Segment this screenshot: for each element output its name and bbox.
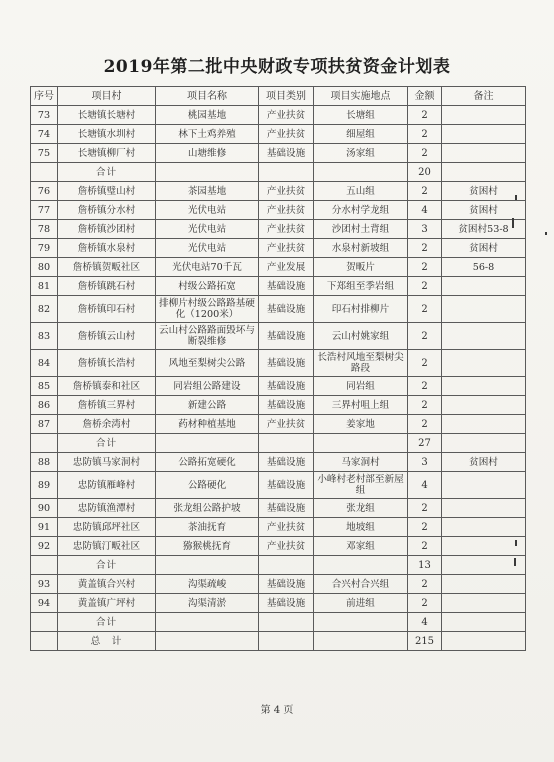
- cell-category: 基础设施: [259, 594, 314, 613]
- cell-location: 五山组: [314, 182, 408, 201]
- cell-empty: [314, 556, 408, 575]
- cell-index: 78: [31, 220, 58, 239]
- cell-empty: [259, 632, 314, 651]
- scan-mark: [514, 558, 516, 566]
- cell-location: 印石村排柳片: [314, 296, 408, 323]
- table-row: [31, 499, 526, 518]
- cell-location: 地坡组: [314, 518, 408, 537]
- cell-project-name: 桃园基地: [156, 106, 259, 125]
- cell-amount: 4: [408, 201, 442, 220]
- cell-empty: [259, 163, 314, 182]
- cell-project-name: 药材种植基地: [156, 415, 259, 434]
- cell-amount: 3: [408, 220, 442, 239]
- cell-village: 忠防镇雁峰村: [58, 472, 156, 499]
- col-header-category: 项目类别: [259, 87, 314, 106]
- header-row: [31, 87, 526, 106]
- cell-village: 詹桥镇沙团村: [58, 220, 156, 239]
- cell-village: 詹桥镇三界村: [58, 396, 156, 415]
- cell-project-name: 村级公路拓宽: [156, 277, 259, 296]
- cell-location: 细屋组: [314, 125, 408, 144]
- cell-amount: 2: [408, 239, 442, 258]
- cell-note: 贫困村: [442, 453, 526, 472]
- cell-category: 产业扶贫: [259, 106, 314, 125]
- cell-category: 产业扶贫: [259, 415, 314, 434]
- cell-village: 詹桥镇水泉村: [58, 239, 156, 258]
- cell-category: 产业扶贫: [259, 518, 314, 537]
- cell-village: 黄盖镇广坪村: [58, 594, 156, 613]
- cell-village: 詹桥镇云山村: [58, 323, 156, 350]
- cell-project-name: 茶园基地: [156, 182, 259, 201]
- cell-amount: 2: [408, 396, 442, 415]
- table-row: [31, 415, 526, 434]
- subtotal-row: [31, 434, 526, 453]
- cell-index: 87: [31, 415, 58, 434]
- cell-location: 长浩村风地至梨树尖路段: [314, 350, 408, 377]
- cell-location: 贺畈片: [314, 258, 408, 277]
- table-row: [31, 220, 526, 239]
- cell-location: 沙团村土背组: [314, 220, 408, 239]
- subtotal-label: 合计: [58, 613, 156, 632]
- cell-location: 前进组: [314, 594, 408, 613]
- col-header-note: 备注: [442, 87, 526, 106]
- subtotal-amount: 4: [408, 613, 442, 632]
- cell-index: 80: [31, 258, 58, 277]
- page-number: 第 4 页: [260, 705, 294, 716]
- page-title: 2019年第二批中央财政专项扶贫资金计划表: [103, 57, 451, 77]
- cell-index: 90: [31, 499, 58, 518]
- cell-note: [442, 537, 526, 556]
- cell-location: 马家洞村: [314, 453, 408, 472]
- cell-village: 詹桥镇长浩村: [58, 350, 156, 377]
- table-row: [31, 472, 526, 499]
- cell-empty: [156, 613, 259, 632]
- cell-empty: [259, 613, 314, 632]
- cell-empty: [314, 434, 408, 453]
- cell-location: 水泉村新坡组: [314, 239, 408, 258]
- table-row: [31, 125, 526, 144]
- cell-empty: [442, 556, 526, 575]
- cell-index: 73: [31, 106, 58, 125]
- cell-index: 74: [31, 125, 58, 144]
- cell-empty: [442, 434, 526, 453]
- cell-index: 94: [31, 594, 58, 613]
- table-row: [31, 106, 526, 125]
- cell-project-name: 公路硬化: [156, 472, 259, 499]
- cell-location: 下郑组至季岩组: [314, 277, 408, 296]
- cell-amount: 2: [408, 594, 442, 613]
- cell-note: 贫困村: [442, 201, 526, 220]
- subtotal-row: [31, 163, 526, 182]
- cell-project-name: 猕猴桃抚育: [156, 537, 259, 556]
- scan-mark: [515, 195, 517, 200]
- cell-note: 56-8: [442, 258, 526, 277]
- cell-note: [442, 518, 526, 537]
- cell-empty: [31, 163, 58, 182]
- cell-amount: 2: [408, 518, 442, 537]
- cell-empty: [31, 613, 58, 632]
- table-row: [31, 144, 526, 163]
- table-row: [31, 396, 526, 415]
- cell-amount: 2: [408, 575, 442, 594]
- cell-empty: [156, 434, 259, 453]
- cell-index: 75: [31, 144, 58, 163]
- cell-village: 长塘镇水圳村: [58, 125, 156, 144]
- cell-project-name: 张龙组公路护坡: [156, 499, 259, 518]
- scan-mark: [515, 540, 517, 546]
- subtotal-amount: 13: [408, 556, 442, 575]
- cell-location: 同岩组: [314, 377, 408, 396]
- table-row: [31, 575, 526, 594]
- cell-empty: [31, 434, 58, 453]
- subtotal-amount: 20: [408, 163, 442, 182]
- cell-village: 忠防镇邱坪社区: [58, 518, 156, 537]
- cell-empty: [259, 434, 314, 453]
- cell-project-name: 排柳片村级公路路基硬化（1200米）: [156, 296, 259, 323]
- cell-location: 邓家组: [314, 537, 408, 556]
- cell-note: [442, 125, 526, 144]
- cell-village: 长塘镇柳厂村: [58, 144, 156, 163]
- cell-location: 姜家地: [314, 415, 408, 434]
- cell-amount: 2: [408, 415, 442, 434]
- table-row: [31, 518, 526, 537]
- cell-project-name: 光伏电站: [156, 239, 259, 258]
- subtotal-row: [31, 613, 526, 632]
- cell-amount: 2: [408, 277, 442, 296]
- table-row: [31, 350, 526, 377]
- cell-category: 基础设施: [259, 396, 314, 415]
- subtotal-label: 合计: [58, 434, 156, 453]
- cell-village: 黄盖镇合兴村: [58, 575, 156, 594]
- cell-empty: [156, 556, 259, 575]
- cell-index: 86: [31, 396, 58, 415]
- table-row: [31, 277, 526, 296]
- cell-amount: 2: [408, 182, 442, 201]
- cell-project-name: 光伏电站: [156, 220, 259, 239]
- fund-plan-table: [30, 86, 526, 651]
- cell-category: 基础设施: [259, 323, 314, 350]
- cell-index: 79: [31, 239, 58, 258]
- subtotal-label: 合计: [58, 556, 156, 575]
- cell-village: 忠防镇马家洞村: [58, 453, 156, 472]
- cell-village: 詹桥余湾村: [58, 415, 156, 434]
- subtotal-amount: 27: [408, 434, 442, 453]
- cell-amount: 2: [408, 144, 442, 163]
- cell-note: [442, 350, 526, 377]
- cell-note: [442, 499, 526, 518]
- cell-location: 分水村学龙组: [314, 201, 408, 220]
- cell-amount: 4: [408, 472, 442, 499]
- cell-amount: 2: [408, 296, 442, 323]
- cell-category: 基础设施: [259, 499, 314, 518]
- cell-village: 詹桥镇贺畈社区: [58, 258, 156, 277]
- cell-note: 贫困村: [442, 239, 526, 258]
- cell-amount: 2: [408, 125, 442, 144]
- grand-total-label: 总 计: [58, 632, 156, 651]
- subtotal-row: [31, 556, 526, 575]
- cell-empty: [442, 632, 526, 651]
- cell-category: 产业扶贫: [259, 125, 314, 144]
- cell-note: [442, 323, 526, 350]
- cell-category: 基础设施: [259, 453, 314, 472]
- cell-category: 产业扶贫: [259, 220, 314, 239]
- cell-village: 长塘镇长塘村: [58, 106, 156, 125]
- cell-category: 产业扶贫: [259, 182, 314, 201]
- cell-project-name: 光伏电站: [156, 201, 259, 220]
- cell-empty: [156, 163, 259, 182]
- table-body: [31, 106, 526, 651]
- cell-index: 84: [31, 350, 58, 377]
- cell-note: [442, 575, 526, 594]
- cell-project-name: 茶油抚育: [156, 518, 259, 537]
- cell-note: [442, 415, 526, 434]
- cell-category: 基础设施: [259, 277, 314, 296]
- scan-mark: [545, 232, 547, 235]
- cell-note: [442, 594, 526, 613]
- cell-empty: [314, 632, 408, 651]
- cell-project-name: 林下土鸡养殖: [156, 125, 259, 144]
- cell-note: 贫困村53-8: [442, 220, 526, 239]
- cell-index: 93: [31, 575, 58, 594]
- cell-category: 产业扶贫: [259, 201, 314, 220]
- cell-project-name: 公路拓宽硬化: [156, 453, 259, 472]
- cell-project-name: 沟渠疏峻: [156, 575, 259, 594]
- table-row: [31, 201, 526, 220]
- cell-location: 汤家组: [314, 144, 408, 163]
- table-row: [31, 296, 526, 323]
- cell-index: 92: [31, 537, 58, 556]
- cell-category: 基础设施: [259, 296, 314, 323]
- cell-project-name: 山塘维修: [156, 144, 259, 163]
- cell-note: [442, 377, 526, 396]
- cell-category: 产业发展: [259, 258, 314, 277]
- cell-index: 89: [31, 472, 58, 499]
- cell-location: 长塘组: [314, 106, 408, 125]
- cell-project-name: 云山村公路路面毁坏与断裂维修: [156, 323, 259, 350]
- cell-empty: [31, 556, 58, 575]
- col-header-village: 项目村: [58, 87, 156, 106]
- cell-category: 产业扶贫: [259, 239, 314, 258]
- table-row: [31, 323, 526, 350]
- cell-category: 基础设施: [259, 144, 314, 163]
- cell-village: 忠防镇汀畈社区: [58, 537, 156, 556]
- cell-note: [442, 277, 526, 296]
- cell-amount: 3: [408, 453, 442, 472]
- grand-total-row: [31, 632, 526, 651]
- cell-location: 合兴村合兴组: [314, 575, 408, 594]
- cell-empty: [314, 163, 408, 182]
- col-header-location: 项目实施地点: [314, 87, 408, 106]
- table-row: [31, 453, 526, 472]
- cell-location: 云山村姚家组: [314, 323, 408, 350]
- col-header-amount: 金额: [408, 87, 442, 106]
- cell-empty: [31, 632, 58, 651]
- cell-index: 82: [31, 296, 58, 323]
- cell-village: 詹桥镇泰和社区: [58, 377, 156, 396]
- cell-project-name: 光伏电站70千瓦: [156, 258, 259, 277]
- cell-project-name: 新建公路: [156, 396, 259, 415]
- cell-empty: [156, 632, 259, 651]
- table-row: [31, 258, 526, 277]
- cell-village: 詹桥镇跳石村: [58, 277, 156, 296]
- cell-index: 85: [31, 377, 58, 396]
- table-row: [31, 239, 526, 258]
- cell-note: [442, 396, 526, 415]
- cell-note: [442, 472, 526, 499]
- cell-note: [442, 296, 526, 323]
- cell-empty: [314, 613, 408, 632]
- cell-project-name: 沟渠清淤: [156, 594, 259, 613]
- cell-index: 76: [31, 182, 58, 201]
- table-row: [31, 537, 526, 556]
- cell-empty: [442, 613, 526, 632]
- cell-location: 张龙组: [314, 499, 408, 518]
- cell-index: 81: [31, 277, 58, 296]
- cell-village: 詹桥镇璧山村: [58, 182, 156, 201]
- cell-amount: 2: [408, 499, 442, 518]
- cell-category: 基础设施: [259, 575, 314, 594]
- cell-index: 83: [31, 323, 58, 350]
- cell-note: 贫困村: [442, 182, 526, 201]
- cell-category: 基础设施: [259, 472, 314, 499]
- cell-category: 产业扶贫: [259, 537, 314, 556]
- cell-note: [442, 144, 526, 163]
- cell-village: 忠防镇渔潭村: [58, 499, 156, 518]
- col-header-project-name: 项目名称: [156, 87, 259, 106]
- cell-note: [442, 106, 526, 125]
- cell-index: 91: [31, 518, 58, 537]
- cell-village: 詹桥镇分水村: [58, 201, 156, 220]
- cell-index: 77: [31, 201, 58, 220]
- cell-amount: 2: [408, 323, 442, 350]
- cell-amount: 2: [408, 377, 442, 396]
- scan-mark: [512, 218, 514, 228]
- cell-empty: [259, 556, 314, 575]
- cell-empty: [442, 163, 526, 182]
- cell-amount: 2: [408, 537, 442, 556]
- cell-project-name: 同岩组公路建设: [156, 377, 259, 396]
- cell-index: 88: [31, 453, 58, 472]
- subtotal-label: 合计: [58, 163, 156, 182]
- cell-project-name: 风地至梨树尖公路: [156, 350, 259, 377]
- grand-total-amount: 215: [408, 632, 442, 651]
- cell-location: 小峰村老村部至新屋组: [314, 472, 408, 499]
- table-row: [31, 182, 526, 201]
- col-header-index: 序号: [31, 87, 58, 106]
- table-row: [31, 377, 526, 396]
- cell-location: 三界村咀上组: [314, 396, 408, 415]
- cell-village: 詹桥镇印石村: [58, 296, 156, 323]
- table-row: [31, 594, 526, 613]
- cell-category: 基础设施: [259, 350, 314, 377]
- cell-amount: 2: [408, 350, 442, 377]
- cell-amount: 2: [408, 258, 442, 277]
- cell-category: 基础设施: [259, 377, 314, 396]
- cell-amount: 2: [408, 106, 442, 125]
